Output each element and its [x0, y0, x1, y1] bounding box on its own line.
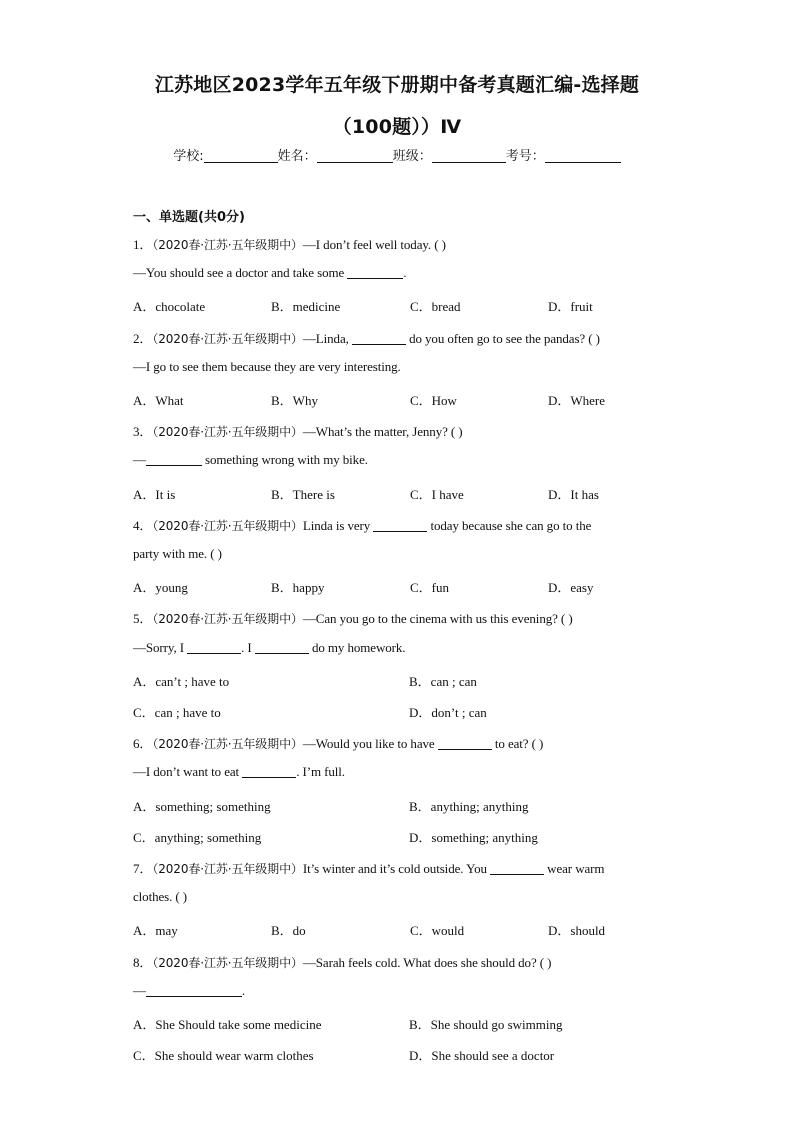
question-text: . — [241, 983, 246, 998]
question-text: do my homework. — [308, 640, 406, 655]
option-b: B．She should go swimming — [409, 1017, 563, 1032]
class-label: 班级： — [392, 149, 432, 164]
option-b: B．There is — [271, 487, 335, 502]
name-blank — [317, 148, 393, 163]
answer-blank — [187, 640, 241, 654]
school-blank — [204, 148, 278, 163]
question-1-stem — [133, 234, 446, 253]
question-text: to eat? ( ) — [491, 736, 544, 751]
option-d: D．don’t ; can — [409, 705, 487, 720]
question-number: 1． — [133, 237, 153, 252]
question-text: It’s winter and it’s cold outside. You — [302, 861, 491, 876]
question-text: —Linda, — [302, 331, 352, 346]
answer-blank — [146, 452, 202, 466]
question-text: —I don’t want to eat — [133, 764, 243, 779]
option-c: C．She should wear warm clothes — [133, 1048, 314, 1063]
answer-blank — [373, 518, 427, 532]
question-6-line2 — [133, 764, 345, 780]
answer-blank — [347, 265, 403, 279]
answer-blank — [490, 861, 544, 875]
page-subtitle: （100题））Ⅳ — [332, 116, 462, 138]
option-a: A．chocolate — [133, 299, 206, 314]
question-source: （2020春·江苏·五年级期中） — [152, 956, 303, 970]
question-text: something wrong with my bike. — [201, 452, 368, 467]
question-5-line2 — [133, 640, 405, 656]
question-6-stem — [133, 733, 543, 752]
question-source: （2020春·江苏·五年级期中） — [152, 332, 303, 346]
option-a: A．something; something — [133, 799, 271, 814]
answer-blank — [146, 983, 242, 997]
question-3-line2 — [133, 452, 368, 468]
question-source: （2020春·江苏·五年级期中） — [152, 737, 303, 751]
question-text: . — [403, 265, 407, 280]
school-label: 学校: — [173, 149, 204, 164]
option-c: C．fun — [410, 580, 450, 595]
option-b: B．happy — [271, 580, 325, 595]
option-d: D．She should see a doctor — [409, 1048, 555, 1063]
question-number: 7． — [133, 861, 153, 876]
option-d: D．fruit — [548, 299, 593, 314]
question-5-stem — [133, 608, 573, 627]
question-text: —Sorry, I — [133, 640, 188, 655]
question-text: — — [133, 983, 146, 998]
question-4-stem — [133, 515, 591, 534]
option-d: D．easy — [548, 580, 594, 595]
question-4-line2: party with me. ( ) — [133, 546, 222, 561]
number-blank — [545, 148, 621, 163]
question-source: （2020春·江苏·五年级期中） — [152, 519, 303, 533]
answer-blank — [242, 764, 296, 778]
question-8-stem — [133, 952, 551, 971]
question-2-stem — [133, 328, 600, 347]
option-a: A．It is — [133, 487, 176, 502]
question-text: today because she can go to the — [427, 518, 592, 533]
question-number: 4． — [133, 518, 153, 533]
question-7-stem — [133, 858, 604, 877]
option-a: A．She Should take some medicine — [133, 1017, 322, 1032]
question-text: —I don’t feel well today. ( ) — [302, 237, 446, 252]
answer-blank — [438, 736, 492, 750]
question-text: Linda is very — [302, 518, 374, 533]
question-text: . I’m full. — [296, 764, 345, 779]
question-source: （2020春·江苏·五年级期中） — [152, 862, 303, 876]
option-a: A．young — [133, 580, 188, 595]
question-text: —Can you go to the cinema with us this evening? ( ) — [302, 611, 573, 626]
question-number: 6． — [133, 736, 153, 751]
option-d: D．Where — [548, 393, 606, 408]
question-8-line2 — [133, 983, 245, 999]
option-c: C．anything; something — [133, 830, 262, 845]
option-b: B．can ; can — [409, 674, 477, 689]
number-label: 考号： — [505, 149, 545, 164]
class-blank — [432, 148, 506, 163]
question-text: do you often go to see the pandas? ( ) — [405, 331, 600, 346]
option-d: D．It has — [548, 487, 599, 502]
page-title: 江苏地区2023学年五年级下册期中备考真题汇编-选择题 — [154, 74, 640, 96]
answer-blank — [352, 331, 406, 345]
question-number: 2． — [133, 331, 153, 346]
option-c: C．can ; have to — [133, 705, 221, 720]
question-number: 8． — [133, 955, 153, 970]
option-b: B．anything; anything — [409, 799, 529, 814]
option-c: C．I have — [410, 487, 464, 502]
question-3-stem — [133, 421, 463, 440]
question-source: （2020春·江苏·五年级期中） — [152, 612, 303, 626]
option-c: C．How — [410, 393, 457, 408]
question-text: —Sarah feels cold. What does she should do? ( ) — [302, 955, 552, 970]
section-title: 一、单选题(共0分) — [133, 210, 245, 225]
question-text: wear warm — [544, 861, 605, 876]
option-a: A．can’t ; have to — [133, 674, 230, 689]
question-text: —Would you like to have — [302, 736, 438, 751]
question-text: —You should see a doctor and take some — [133, 265, 348, 280]
option-c: C．bread — [410, 299, 461, 314]
option-d: D．something; anything — [409, 830, 538, 845]
option-a: A．What — [133, 393, 184, 408]
question-text: . I — [241, 640, 255, 655]
question-2-line2: —I go to see them because they are very interesting. — [133, 359, 401, 374]
question-number: 3． — [133, 424, 153, 439]
question-7-line2: clothes. ( ) — [133, 889, 188, 904]
question-source: （2020春·江苏·五年级期中） — [152, 238, 303, 252]
question-text: —What’s the matter, Jenny? ( ) — [302, 424, 463, 439]
question-1-line2 — [133, 265, 406, 281]
option-a: A．may — [133, 923, 178, 938]
question-source: （2020春·江苏·五年级期中） — [152, 425, 303, 439]
option-c: C．would — [410, 923, 465, 938]
question-text: — — [133, 452, 146, 467]
question-number: 5． — [133, 611, 153, 626]
option-d: D．should — [548, 923, 606, 938]
option-b: B．Why — [271, 393, 318, 408]
option-b: B．do — [271, 923, 306, 938]
option-b: B．medicine — [271, 299, 341, 314]
student-info-row — [0, 145, 794, 164]
name-label: 姓名： — [277, 149, 317, 164]
answer-blank — [255, 640, 309, 654]
